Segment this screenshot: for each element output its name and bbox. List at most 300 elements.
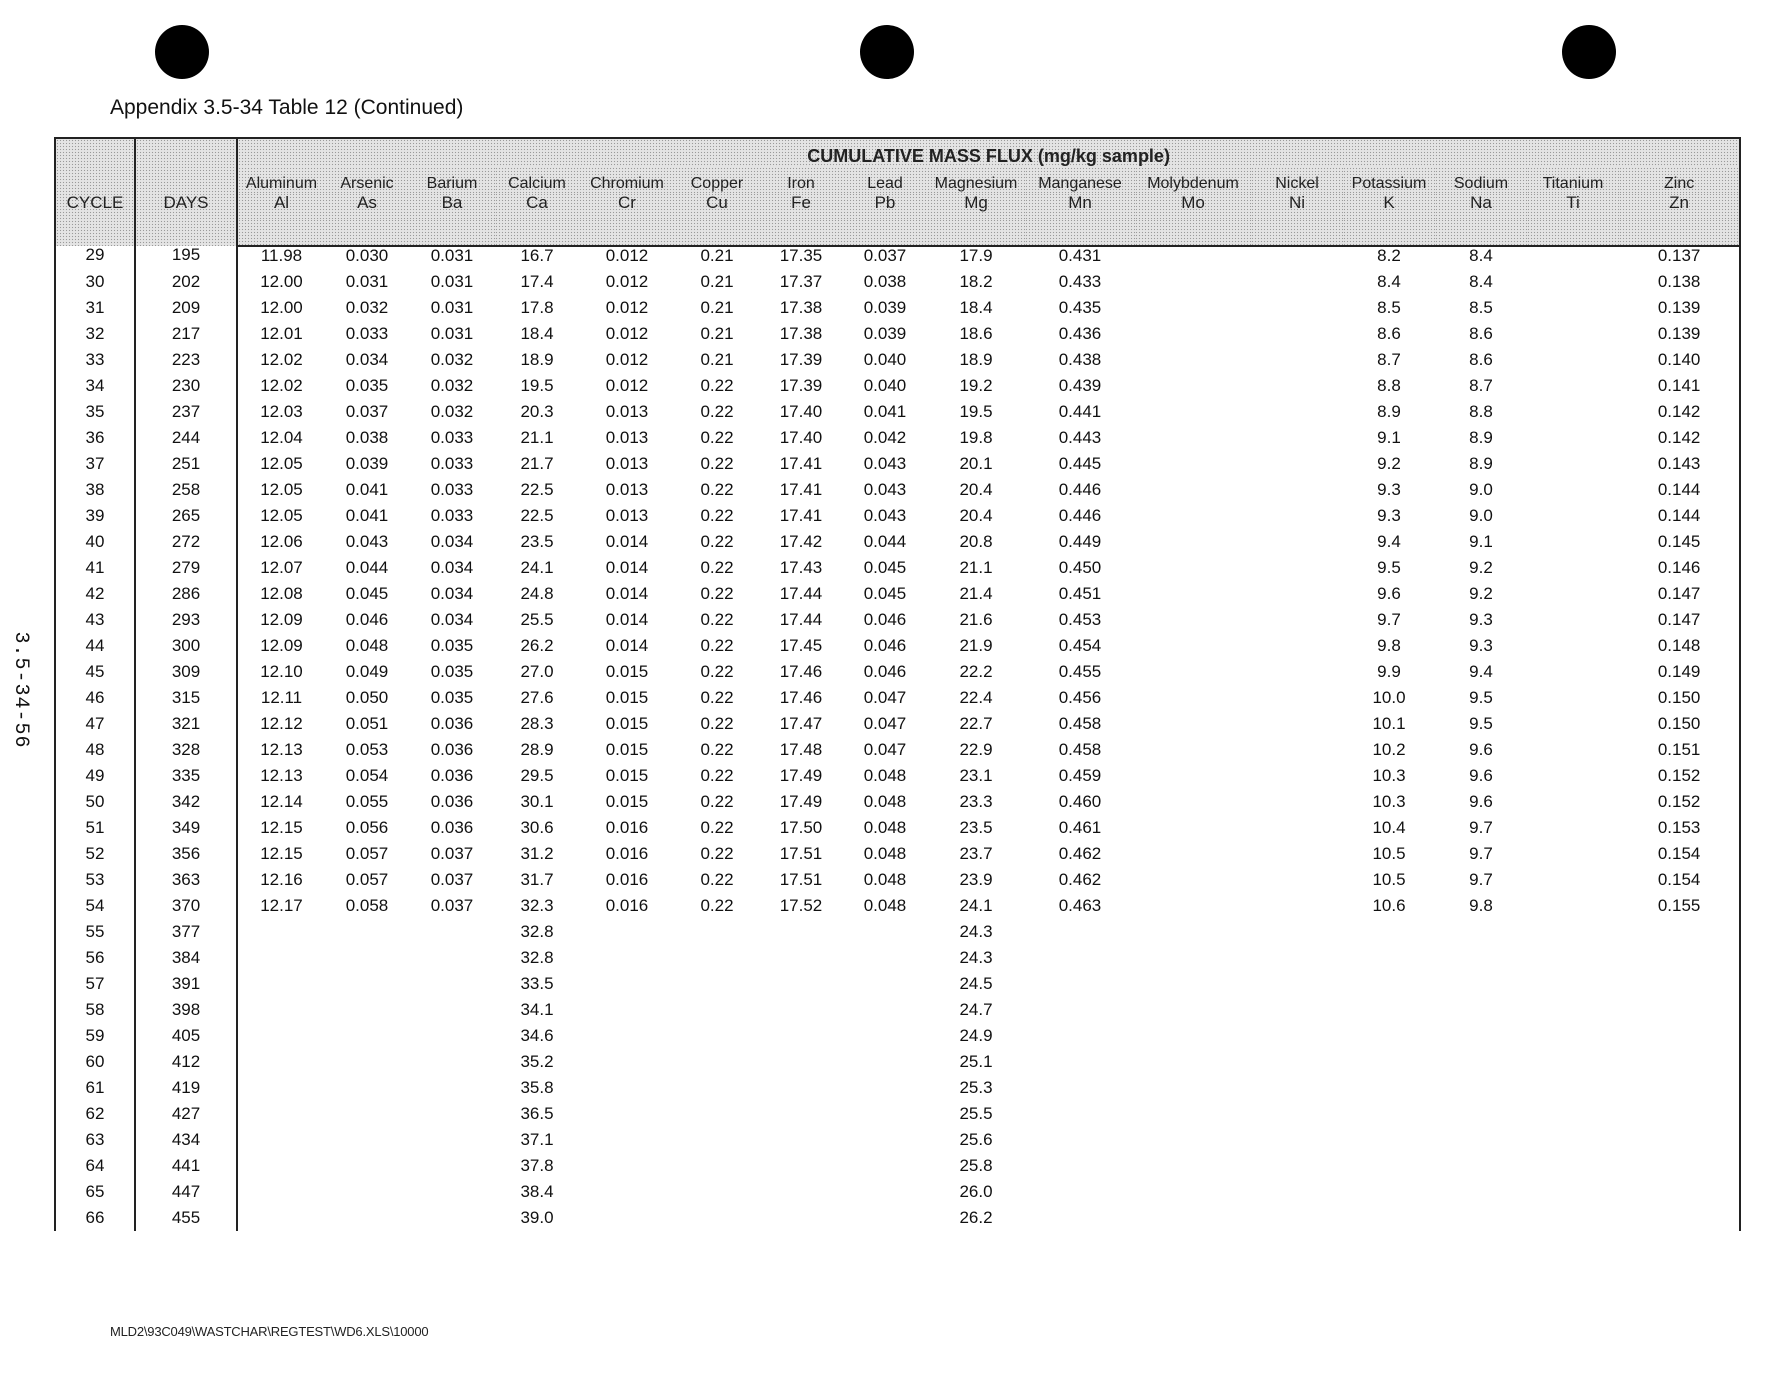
cell-aluminum: [237, 971, 325, 997]
cell-iron: 17.52: [779, 896, 823, 915]
table-row: [55, 919, 1740, 945]
cell-nickel: [1251, 841, 1343, 867]
cell-calcium: 22.5: [520, 480, 554, 499]
cell-arsenic: 0.043: [345, 532, 389, 551]
cell-iron: 17.42: [779, 532, 823, 551]
cell-lead: [843, 1049, 927, 1075]
cell-days: 309: [135, 659, 237, 685]
cell-titanium: [1527, 1049, 1619, 1075]
cell-titanium: [1527, 789, 1619, 815]
cell-titanium: [1527, 763, 1619, 789]
cell-aluminum: 12.05: [260, 506, 303, 525]
cell-magnesium: 25.1: [959, 1052, 993, 1071]
table-row: [55, 763, 1740, 789]
cell-sodium: 8.9: [1469, 428, 1493, 447]
cell-chromium: [579, 1023, 675, 1049]
cell-sodium: 9.3: [1469, 636, 1493, 655]
cell-manganese: 0.460: [1058, 792, 1102, 811]
cell-nickel: [1251, 945, 1343, 971]
header-spacer-cell: [927, 219, 1025, 246]
cell-magnesium: 19.2: [959, 376, 993, 395]
cell-arsenic: 0.053: [345, 740, 389, 759]
cell-days: 419: [135, 1075, 237, 1101]
cell-magnesium: 26.0: [959, 1182, 993, 1201]
cell-potassium: [1343, 1127, 1435, 1153]
cell-arsenic: 0.035: [345, 376, 389, 395]
cell-zinc: 0.141: [1619, 373, 1740, 399]
cell-lead: 0.048: [863, 818, 907, 837]
column-header-barium: Barium: [409, 167, 495, 193]
cell-titanium: [1527, 503, 1619, 529]
table-row: [55, 425, 1740, 451]
cell-molybdenum: [1135, 373, 1251, 399]
column-symbol-nickel: Ni: [1251, 193, 1343, 219]
cell-iron: 17.51: [779, 870, 823, 889]
cell-calcium: 33.5: [520, 974, 554, 993]
cell-titanium: [1527, 893, 1619, 919]
cell-aluminum: 12.05: [260, 480, 303, 499]
column-header-days: DAYS: [135, 138, 237, 246]
cell-nickel: [1251, 321, 1343, 347]
header-spacer-cell: [1435, 219, 1527, 246]
cell-iron: 17.35: [779, 246, 823, 265]
cell-copper: 0.22: [700, 662, 734, 681]
cell-molybdenum: [1135, 347, 1251, 373]
cell-nickel: [1251, 789, 1343, 815]
cell-nickel: [1251, 711, 1343, 737]
cell-molybdenum: [1135, 737, 1251, 763]
cell-potassium: [1343, 1179, 1435, 1205]
cell-chromium: 0.012: [605, 272, 649, 291]
cell-arsenic: 0.044: [345, 558, 389, 577]
cell-aluminum: 12.09: [260, 636, 303, 655]
cell-copper: 0.22: [700, 636, 734, 655]
cell-cycle: 51: [55, 815, 135, 841]
cell-calcium: 17.4: [520, 272, 554, 291]
table-row: [55, 997, 1740, 1023]
cell-calcium: 28.9: [520, 740, 554, 759]
cell-lead: [843, 919, 927, 945]
cell-copper: 0.22: [700, 506, 734, 525]
cell-iron: [759, 1205, 843, 1231]
cell-barium: 0.032: [430, 376, 474, 395]
cell-manganese: [1025, 1153, 1135, 1179]
cell-copper: 0.22: [700, 714, 734, 733]
cell-potassium: [1343, 971, 1435, 997]
cell-sodium: 8.5: [1469, 298, 1493, 317]
cell-molybdenum: [1135, 529, 1251, 555]
cell-titanium: [1527, 685, 1619, 711]
header-spacer-cell: [675, 219, 759, 246]
cell-iron: 17.46: [779, 662, 823, 681]
cell-barium: [409, 971, 495, 997]
cell-copper: 0.22: [700, 818, 734, 837]
cell-iron: [759, 971, 843, 997]
cell-cycle: 33: [55, 347, 135, 373]
cell-aluminum: 12.00: [260, 272, 303, 291]
cell-molybdenum: [1135, 425, 1251, 451]
group-header-cumulative-mass-flux: CUMULATIVE MASS FLUX (mg/kg sample): [237, 138, 1740, 167]
cell-cycle: 58: [55, 997, 135, 1023]
cell-chromium: 0.012: [605, 376, 649, 395]
cell-iron: 17.37: [779, 272, 823, 291]
header-spacer-cell: [1135, 219, 1251, 246]
cell-zinc: [1619, 971, 1740, 997]
cell-molybdenum: [1135, 477, 1251, 503]
cell-lead: 0.046: [863, 662, 907, 681]
cell-manganese: 0.441: [1058, 402, 1102, 421]
cell-titanium: [1527, 945, 1619, 971]
cell-aluminum: 12.10: [260, 662, 303, 681]
cell-arsenic: 0.054: [345, 766, 389, 785]
cell-zinc: 0.140: [1619, 347, 1740, 373]
cell-calcium: 31.2: [520, 844, 554, 863]
cell-chromium: [579, 1153, 675, 1179]
cell-barium: [409, 1101, 495, 1127]
cell-titanium: [1527, 919, 1619, 945]
cell-chromium: 0.013: [605, 428, 649, 447]
cell-arsenic: 0.039: [345, 454, 389, 473]
cell-chromium: 0.015: [605, 740, 649, 759]
cell-titanium: [1527, 711, 1619, 737]
cell-magnesium: 20.8: [959, 532, 993, 551]
cell-calcium: 37.8: [520, 1156, 554, 1175]
cell-copper: [675, 945, 759, 971]
cell-arsenic: 0.038: [345, 428, 389, 447]
cell-lead: [843, 1179, 927, 1205]
cell-manganese: 0.433: [1058, 272, 1102, 291]
cell-arsenic: 0.057: [345, 844, 389, 863]
cell-potassium: 9.9: [1377, 662, 1401, 681]
cell-barium: [409, 1127, 495, 1153]
cell-sodium: 9.0: [1469, 506, 1493, 525]
cell-nickel: [1251, 867, 1343, 893]
cell-sodium: 9.8: [1469, 896, 1493, 915]
cell-potassium: 8.6: [1377, 324, 1401, 343]
cell-barium: 0.036: [430, 792, 474, 811]
cell-sodium: 8.7: [1469, 376, 1493, 395]
cell-magnesium: 22.9: [959, 740, 993, 759]
cell-titanium: [1527, 295, 1619, 321]
cell-zinc: [1619, 1153, 1740, 1179]
cell-manganese: 0.461: [1058, 818, 1102, 837]
cell-chromium: 0.015: [605, 792, 649, 811]
cell-iron: [759, 1023, 843, 1049]
cell-nickel: [1251, 451, 1343, 477]
cell-zinc: 0.154: [1619, 867, 1740, 893]
cell-arsenic: 0.050: [345, 688, 389, 707]
cell-titanium: [1527, 607, 1619, 633]
cell-potassium: 10.2: [1372, 740, 1406, 759]
cell-lead: 0.044: [863, 532, 907, 551]
cell-lead: 0.046: [863, 610, 907, 629]
cell-copper: 0.22: [700, 402, 734, 421]
cell-magnesium: 19.8: [959, 428, 993, 447]
cell-nickel: [1251, 1179, 1343, 1205]
cell-aluminum: 12.11: [260, 688, 303, 707]
cell-chromium: 0.015: [605, 766, 649, 785]
cell-magnesium: 18.9: [959, 350, 993, 369]
cell-calcium: 27.0: [520, 662, 554, 681]
cell-potassium: 10.3: [1372, 766, 1406, 785]
cell-magnesium: 24.3: [959, 948, 993, 967]
cell-calcium: 36.5: [520, 1104, 554, 1123]
cell-potassium: [1343, 945, 1435, 971]
cell-manganese: 0.462: [1058, 870, 1102, 889]
cell-calcium: 25.5: [520, 610, 554, 629]
cell-lead: 0.045: [863, 558, 907, 577]
cell-cycle: 60: [55, 1049, 135, 1075]
cell-calcium: 30.1: [520, 792, 554, 811]
table-row: [55, 269, 1740, 295]
cell-arsenic: 0.033: [345, 324, 389, 343]
header-spacer-cell: [495, 219, 579, 246]
cell-titanium: [1527, 373, 1619, 399]
cell-potassium: [1343, 1153, 1435, 1179]
cell-lead: 0.048: [863, 844, 907, 863]
header-spacer-cell: [237, 219, 325, 246]
cell-sodium: [1435, 1075, 1527, 1101]
cell-zinc: 0.142: [1619, 425, 1740, 451]
cell-sodium: 8.6: [1469, 324, 1493, 343]
cell-potassium: 9.2: [1377, 454, 1401, 473]
cell-molybdenum: [1135, 321, 1251, 347]
cell-sodium: [1435, 919, 1527, 945]
column-symbol-molybdenum: Mo: [1135, 193, 1251, 219]
cell-potassium: 9.5: [1377, 558, 1401, 577]
cell-potassium: 9.8: [1377, 636, 1401, 655]
cell-arsenic: 0.031: [345, 272, 389, 291]
cell-chromium: 0.016: [605, 870, 649, 889]
cell-aluminum: 12.03: [260, 402, 303, 421]
cell-nickel: [1251, 737, 1343, 763]
punch-hole-center: [860, 25, 914, 79]
cell-nickel: [1251, 1075, 1343, 1101]
cell-chromium: [579, 1049, 675, 1075]
cell-arsenic: 0.032: [345, 298, 389, 317]
cell-zinc: 0.147: [1619, 581, 1740, 607]
cell-iron: 17.45: [779, 636, 823, 655]
cell-aluminum: 12.07: [260, 558, 303, 577]
column-header-zinc: Zinc: [1619, 167, 1740, 193]
cell-chromium: [579, 971, 675, 997]
column-header-sodium: Sodium: [1435, 167, 1527, 193]
cell-potassium: [1343, 919, 1435, 945]
table-row: [55, 373, 1740, 399]
cell-magnesium: 24.1: [959, 896, 993, 915]
cell-barium: [409, 997, 495, 1023]
cell-manganese: 0.455: [1058, 662, 1102, 681]
cell-chromium: 0.013: [605, 506, 649, 525]
cell-titanium: [1527, 997, 1619, 1023]
cell-days: 398: [135, 997, 237, 1023]
cell-days: 195: [135, 246, 237, 269]
cell-lead: 0.037: [863, 246, 907, 265]
cell-cycle: 49: [55, 763, 135, 789]
cell-iron: 17.38: [779, 324, 823, 343]
cell-days: 251: [135, 451, 237, 477]
cell-molybdenum: [1135, 893, 1251, 919]
cell-calcium: 20.3: [520, 402, 554, 421]
cell-zinc: 0.139: [1619, 321, 1740, 347]
cell-copper: 0.22: [700, 454, 734, 473]
cell-barium: 0.031: [430, 324, 474, 343]
cell-iron: 17.41: [779, 454, 823, 473]
cell-manganese: [1025, 945, 1135, 971]
cell-aluminum: [237, 1205, 325, 1231]
cell-nickel: [1251, 659, 1343, 685]
cell-molybdenum: [1135, 789, 1251, 815]
cell-arsenic: 0.037: [345, 402, 389, 421]
cell-zinc: 0.137: [1619, 246, 1740, 269]
cell-potassium: [1343, 1075, 1435, 1101]
cell-calcium: 32.8: [520, 948, 554, 967]
cell-titanium: [1527, 425, 1619, 451]
cell-titanium: [1527, 347, 1619, 373]
table-header: [55, 138, 1740, 246]
column-symbol-zinc: Zn: [1619, 193, 1740, 219]
cell-lead: [843, 1101, 927, 1127]
cell-sodium: 9.2: [1469, 558, 1493, 577]
cell-lead: [843, 945, 927, 971]
cell-aluminum: [237, 919, 325, 945]
cell-aluminum: 12.14: [260, 792, 303, 811]
cell-cycle: 55: [55, 919, 135, 945]
cell-copper: 0.22: [700, 844, 734, 863]
column-symbol-magnesium: Mg: [927, 193, 1025, 219]
cell-zinc: [1619, 919, 1740, 945]
cell-arsenic: 0.030: [345, 246, 389, 265]
cell-days: 447: [135, 1179, 237, 1205]
cell-nickel: [1251, 971, 1343, 997]
cell-potassium: 10.6: [1372, 896, 1406, 915]
cell-potassium: [1343, 1023, 1435, 1049]
cell-copper: 0.22: [700, 584, 734, 603]
cell-manganese: [1025, 1023, 1135, 1049]
cell-lead: 0.041: [863, 402, 907, 421]
cell-nickel: [1251, 269, 1343, 295]
cell-titanium: [1527, 246, 1619, 269]
cell-cycle: 36: [55, 425, 135, 451]
cell-magnesium: 23.7: [959, 844, 993, 863]
cell-barium: 0.035: [430, 636, 474, 655]
cell-sodium: 9.6: [1469, 740, 1493, 759]
cell-barium: 0.037: [430, 896, 474, 915]
column-symbol-lead: Pb: [843, 193, 927, 219]
cell-magnesium: 21.1: [959, 558, 993, 577]
table-row: [55, 1179, 1740, 1205]
cell-manganese: 0.443: [1058, 428, 1102, 447]
cell-potassium: 9.7: [1377, 610, 1401, 629]
cell-days: 363: [135, 867, 237, 893]
cell-arsenic: 0.046: [345, 610, 389, 629]
cell-cycle: 59: [55, 1023, 135, 1049]
cell-zinc: 0.142: [1619, 399, 1740, 425]
cell-iron: [759, 1049, 843, 1075]
cell-calcium: 32.8: [520, 922, 554, 941]
cell-chromium: 0.012: [605, 298, 649, 317]
cell-aluminum: 12.17: [260, 896, 303, 915]
cell-magnesium: 20.1: [959, 454, 993, 473]
cell-magnesium: 22.7: [959, 714, 993, 733]
cell-barium: 0.034: [430, 584, 474, 603]
cell-sodium: 9.0: [1469, 480, 1493, 499]
cell-chromium: 0.012: [605, 350, 649, 369]
cell-arsenic: 0.041: [345, 480, 389, 499]
cell-manganese: [1025, 1101, 1135, 1127]
cell-nickel: [1251, 1023, 1343, 1049]
cell-barium: [409, 1153, 495, 1179]
cell-aluminum: 12.05: [260, 454, 303, 473]
cell-cycle: 34: [55, 373, 135, 399]
cell-calcium: 16.7: [520, 246, 554, 265]
cell-lead: 0.047: [863, 688, 907, 707]
cell-days: 370: [135, 893, 237, 919]
cell-molybdenum: [1135, 451, 1251, 477]
cell-molybdenum: [1135, 1101, 1251, 1127]
cell-sodium: 9.5: [1469, 688, 1493, 707]
cell-calcium: 19.5: [520, 376, 554, 395]
cell-lead: 0.047: [863, 714, 907, 733]
cell-calcium: 27.6: [520, 688, 554, 707]
cell-barium: [409, 1075, 495, 1101]
cell-potassium: 10.4: [1372, 818, 1406, 837]
cell-sodium: 9.6: [1469, 766, 1493, 785]
cell-sodium: 8.8: [1469, 402, 1493, 421]
cell-potassium: 10.5: [1372, 870, 1406, 889]
cell-manganese: [1025, 1127, 1135, 1153]
mass-flux-table-container: [54, 137, 1739, 1240]
cell-calcium: 37.1: [520, 1130, 554, 1149]
cell-magnesium: 24.5: [959, 974, 993, 993]
cell-chromium: [579, 1127, 675, 1153]
cell-copper: 0.22: [700, 480, 734, 499]
cell-cycle: 62: [55, 1101, 135, 1127]
cell-manganese: 0.463: [1058, 896, 1102, 915]
cell-manganese: 0.449: [1058, 532, 1102, 551]
cell-iron: 17.40: [779, 402, 823, 421]
cell-nickel: [1251, 633, 1343, 659]
cell-days: 230: [135, 373, 237, 399]
column-symbol-aluminum: Al: [237, 193, 325, 219]
cell-manganese: [1025, 971, 1135, 997]
cell-chromium: 0.015: [605, 662, 649, 681]
table-row: [55, 711, 1740, 737]
cell-calcium: 35.8: [520, 1078, 554, 1097]
cell-potassium: 10.3: [1372, 792, 1406, 811]
cell-iron: [759, 1127, 843, 1153]
cell-iron: [759, 919, 843, 945]
cell-days: 349: [135, 815, 237, 841]
cell-days: 441: [135, 1153, 237, 1179]
cell-potassium: 10.5: [1372, 844, 1406, 863]
cell-chromium: [579, 1179, 675, 1205]
cell-molybdenum: [1135, 971, 1251, 997]
cell-days: 412: [135, 1049, 237, 1075]
cell-manganese: [1025, 919, 1135, 945]
cell-copper: [675, 1023, 759, 1049]
cell-barium: 0.035: [430, 688, 474, 707]
cell-copper: 0.22: [700, 428, 734, 447]
cell-calcium: 18.4: [520, 324, 554, 343]
cell-manganese: 0.438: [1058, 350, 1102, 369]
cell-zinc: [1619, 1075, 1740, 1101]
cell-titanium: [1527, 399, 1619, 425]
cell-molybdenum: [1135, 919, 1251, 945]
cell-aluminum: 12.09: [260, 610, 303, 629]
column-header-magnesium: Magnesium: [927, 167, 1025, 193]
cell-sodium: 9.5: [1469, 714, 1493, 733]
